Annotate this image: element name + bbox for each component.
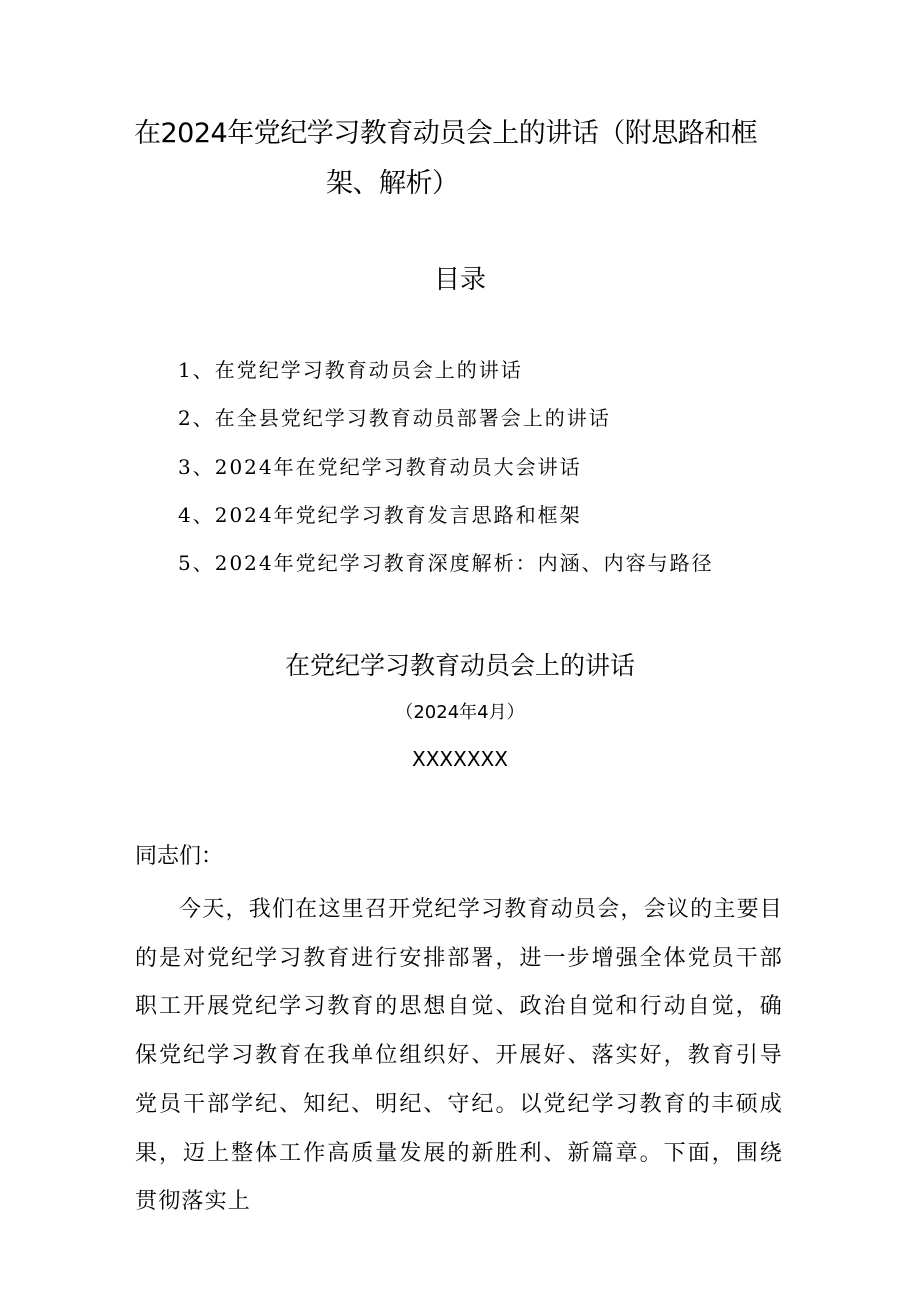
document-title-line-2: 架、解析） <box>326 168 459 199</box>
speech-title: 在党纪学习教育动员会上的讲话 <box>284 651 635 680</box>
speech-author: XXXXXXX <box>412 747 508 771</box>
toc-item-5: 5、2024年党纪学习教育深度解析：内涵、内容与路径 <box>178 551 714 575</box>
body-paragraph: 今天，我们在这里召开党纪学习教育动员会，会议的主要目的是对党纪学习教育进行安排部署，进一步增强全体党员干部职工开展党纪学习教育的思想自觉、政治自觉和行动自觉，确保党纪学习教育在我单位组织好、开展好、落实好，教育引导党员干部学纪、知纪、明纪、守纪。以党纪学习教育的丰硕成果，迈上整体工作高质量发展的新胜利、新篇章。下面，围绕贯彻落实上 <box>135 897 783 1215</box>
speech-date: （2024年4月） <box>395 702 525 723</box>
toc-item-2: 2、在全县党纪学习教育动员部署会上的讲话 <box>178 406 611 430</box>
toc-item-3: 3、2024年在党纪学习教育动员大会讲话 <box>178 455 582 479</box>
document-title-line-1: 在2024年党纪学习教育动员会上的讲话（附思路和框 <box>134 118 758 149</box>
toc-item-4: 4、2024年党纪学习教育发言思路和框架 <box>178 503 582 527</box>
toc-item-1: 1、在党纪学习教育动员会上的讲话 <box>178 358 523 382</box>
toc-heading: 目录 <box>433 265 486 295</box>
salutation: 同志们： <box>135 844 224 869</box>
